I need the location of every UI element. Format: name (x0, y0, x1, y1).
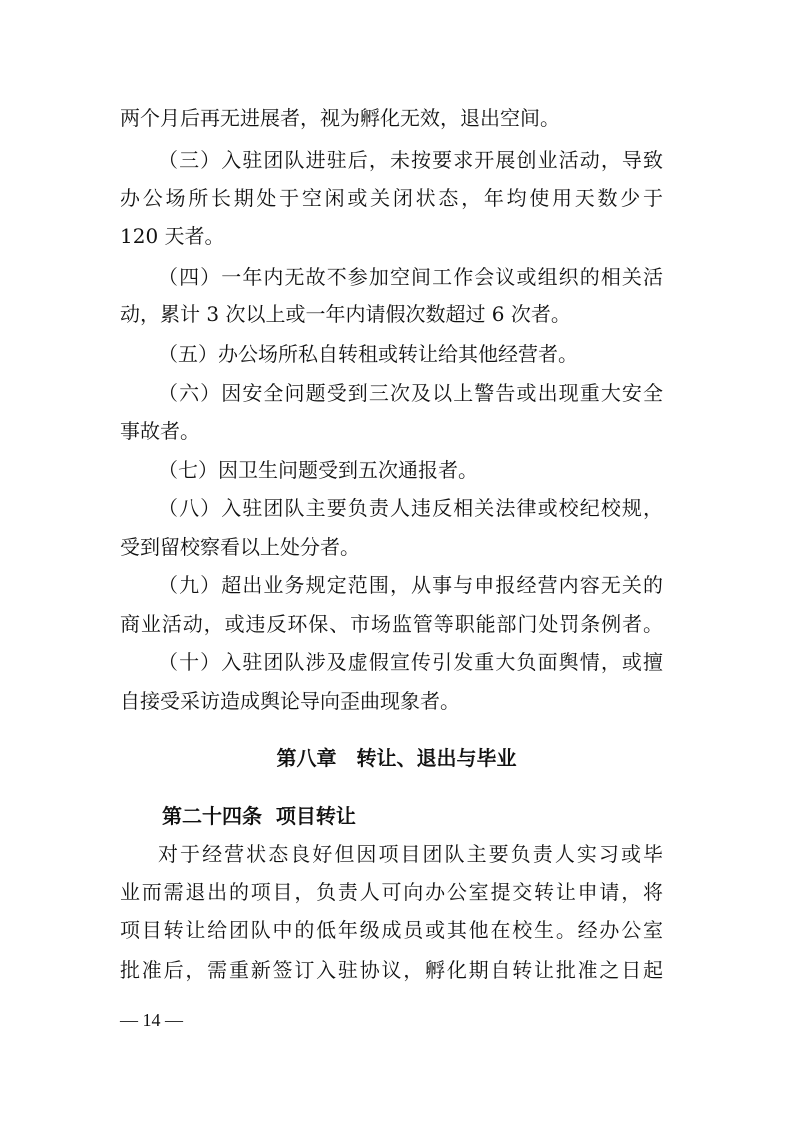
body-line: （十）入驻团队涉及虚假宣传引发重大负面舆情，或擅 (158, 650, 663, 674)
body-line: （七）因卫生问题受到五次通报者。 (158, 458, 478, 482)
body-line: 两个月后再无进展者，视为孵化无效，退出空间。 (120, 106, 560, 130)
body-line: 业而需退出的项目，负责人可向办公室提交转让申请，将 (120, 880, 663, 904)
body-line: （三）入驻团队进驻后，未按要求开展创业活动，导致 (158, 148, 663, 172)
body-line: 120 天者。 (120, 224, 225, 248)
body-line: 项目转让给团队中的低年级成员或其他在校生。经办公室 (120, 918, 663, 942)
body-line: 动，累计 3 次以上或一年内请假次数超过 6 次者。 (120, 302, 571, 326)
body-line: 对于经营状态良好但因项目团队主要负责人实习或毕 (158, 842, 663, 866)
body-line: （九）超出业务规定范围，从事与申报经营内容无关的 (158, 573, 663, 597)
body-line: 受到留校察看以上处分者。 (120, 535, 360, 559)
body-line: （八）入驻团队主要负责人违反相关法律或校纪校规， (158, 496, 663, 520)
body-line: 自接受采访造成舆论导向歪曲现象者。 (120, 689, 460, 713)
page-number: — 14 — (120, 1010, 183, 1030)
body-line: 商业活动，或违反环保、市场监管等职能部门处罚条例者。 (120, 612, 663, 636)
article-title: 第二十四条 项目转让 (162, 804, 356, 828)
chapter-title: 第八章 转让、退出与毕业 (276, 746, 517, 770)
body-line: （六）因安全问题受到三次及以上警告或出现重大安全 (158, 381, 663, 405)
body-line: （四）一年内无故不参加空间工作会议或组织的相关活 (158, 265, 663, 289)
body-line: 办公场所长期处于空闲或关闭状态，年均使用天数少于 (120, 186, 663, 210)
body-line: （五）办公场所私自转租或转让给其他经营者。 (158, 342, 578, 366)
body-line: 事故者。 (120, 419, 200, 443)
body-line: 批准后，需重新签订入驻协议，孵化期自转让批准之日起 (120, 958, 663, 982)
